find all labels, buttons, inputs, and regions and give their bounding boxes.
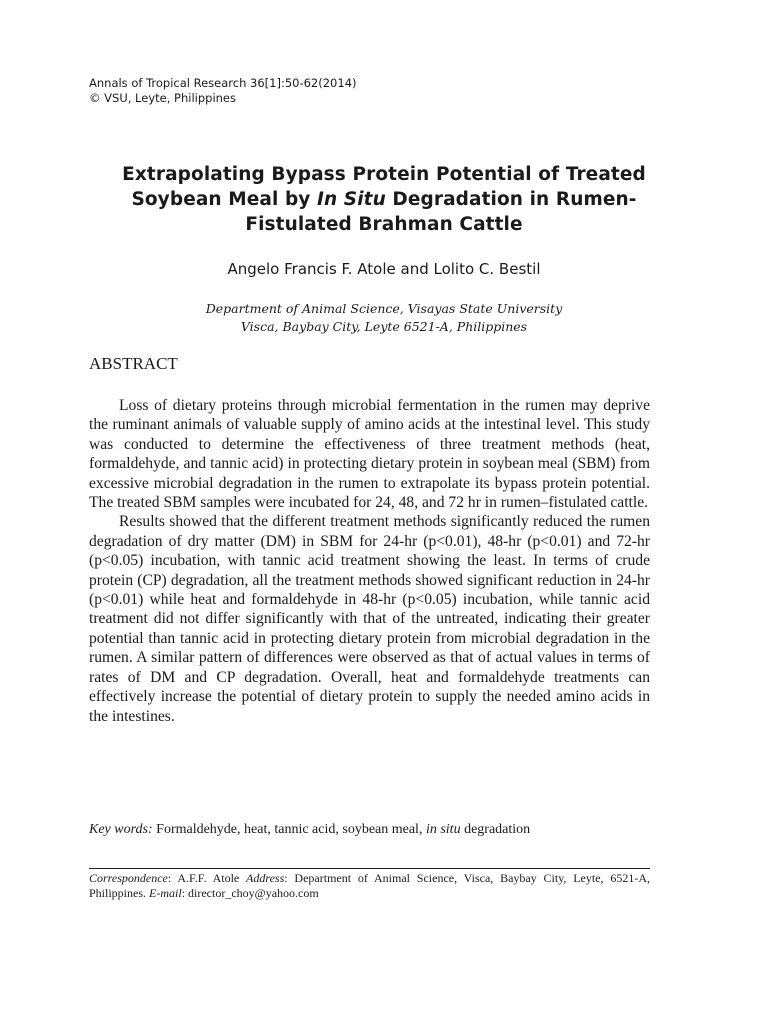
correspondence-footnote xyxy=(89,871,650,901)
keywords-text: Formaldehyde, heat, tannic acid, soybean meal, xyxy=(152,822,426,837)
journal-citation-line: Annals of Tropical Research 36[1]:50-62(2014) xyxy=(89,76,357,90)
keywords-label: Key words: xyxy=(89,822,153,837)
affiliation xyxy=(89,300,679,336)
title-part-1: Extrapolating Bypass Protein Potential of Treated Soybean Meal by xyxy=(122,164,646,210)
authors: Angelo Francis F. Atole and Lolito C. Bestil xyxy=(227,260,541,278)
journal-citation xyxy=(89,76,357,106)
correspondence-name: : A.F.F. Atole xyxy=(167,871,247,885)
email-label: E-mail xyxy=(149,886,182,900)
keywords xyxy=(89,820,669,839)
affiliation-line-2: Visca, Baybay City, Leyte 6521-A, Philippines xyxy=(240,319,528,334)
journal-copyright-line: © VSU, Leyte, Philippines xyxy=(89,91,236,105)
correspondence-label: Correspondence xyxy=(89,871,168,885)
title-italic: In Situ xyxy=(317,189,386,210)
abstract-paragraph-1: Loss of dietary proteins through microbial fermentation in the rumen may deprive the ruminant animals of valuable supply of amino acids at the intestinal level. This study was conducted to determine the effectiveness of three treatment methods (heat, formaldehyde, and tannic acid) in protecting dietary protein in soybean meal (SBM) from excessive microbial degradation in the rumen to extrapolate its bypass protein potential. The treated SBM samples were incubated for 24, 48, and 72 hr in rumen–fistulated cattle. xyxy=(89,397,650,512)
correspondence-email: : director_choy@yahoo.com xyxy=(181,886,319,900)
title-part-2: Degradation in Rumen-Fistulated Brahman Cattle xyxy=(245,189,637,235)
abstract-heading: ABSTRACT xyxy=(89,354,178,373)
abstract-paragraph-2: Results showed that the different treatment methods significantly reduced the rumen degradation of dry matter (DM) in SBM for 24-hr (p<0.01), 48-hr (p<0.01) and 72-hr (p<0.05) incubation, with tannic acid treatment showing the least. In terms of crude protein (CP) degradation, all the treatment methods showed significant reduction in 24-hr (p<0.01) while heat and formaldehyde in 48-hr (p<0.05) incubation, while tannic acid treatment did not differ significantly with that of the untreated, indicating their greater potential than tannic acid in protecting dietary protein from microbial degradation in the rumen. A similar pattern of differences were observed as that of actual values in terms of rates of DM and CP degradation. Overall, heat and formaldehyde treatments can effectively increase the potential of dietary protein to supply the needed amino acids in the intestines. xyxy=(89,513,650,725)
paper-title xyxy=(89,162,679,237)
address-label: Address xyxy=(246,871,285,885)
footnote-divider xyxy=(89,868,650,869)
keywords-tail: degradation xyxy=(460,822,531,837)
correspondence-address: : Department of Animal Science, Visca, Baybay City, Leyte, 6521-A, Philippines. xyxy=(89,871,651,900)
affiliation-line-1: Department of Animal Science, Visayas State University xyxy=(205,301,563,316)
abstract-body xyxy=(89,396,650,726)
keywords-italic: in situ xyxy=(425,822,461,837)
